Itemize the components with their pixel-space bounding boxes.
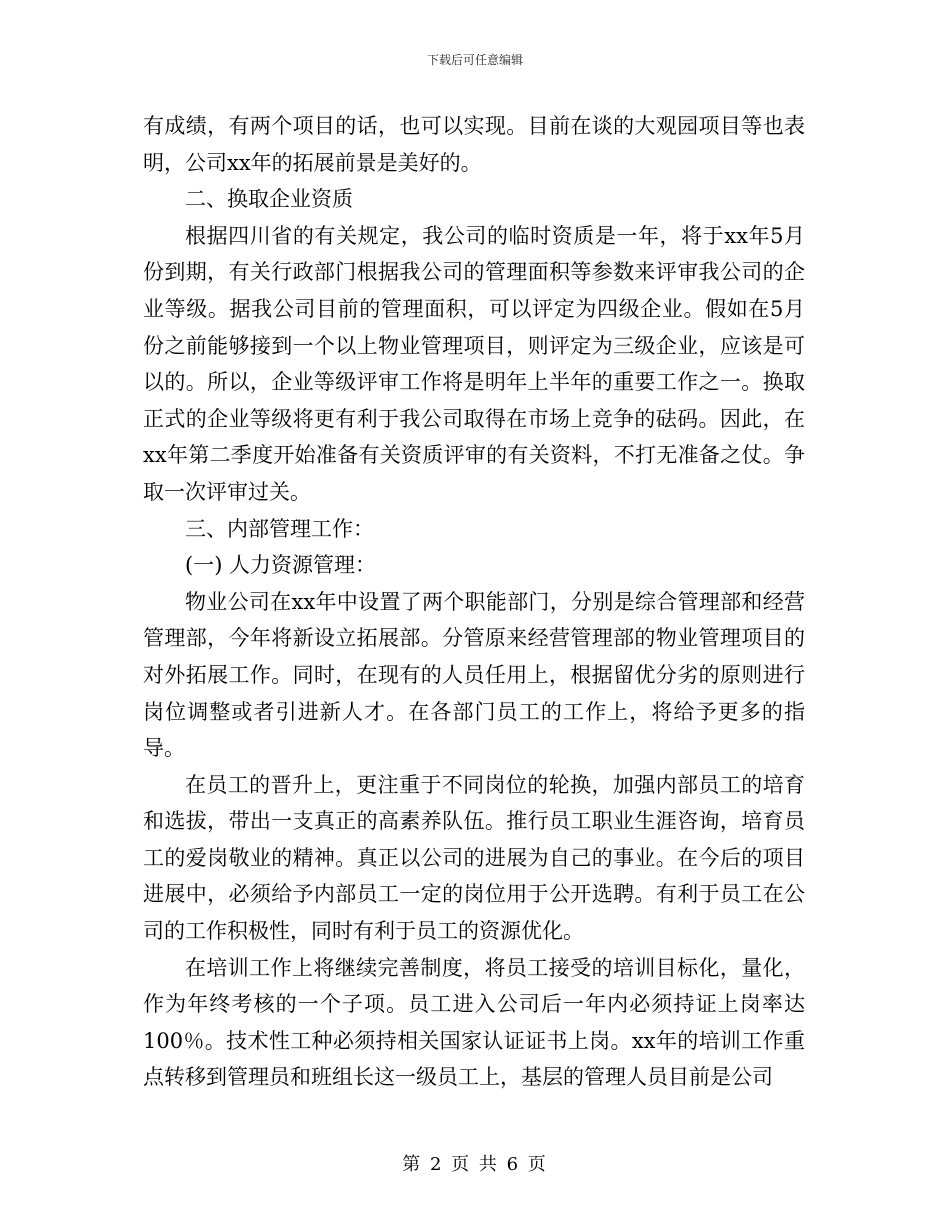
paragraph: 在培训工作上将继续完善制度，将员工接受的培训目标化，量化，作为年终考核的一个子项。员工进入公司后一年内必须持证上岗率达100％。技术性工种必须持相关国家认证证书上岗。xx年的培训工作重点转移到管理员和班组长这一级员工上，基层的管理人员目前是公司 bbox=[143, 955, 805, 1090]
section-heading: 二、换取企业资质 bbox=[185, 187, 353, 212]
section-heading: 三、内部管理工作： bbox=[185, 516, 374, 541]
paragraph: 物业公司在xx年中设置了两个职能部门，分别是综合管理部和经营管理部，今年将新设立拓展部。分管原来经营管理部的物业管理项目的对外拓展工作。同时，在现有的人员任用上，根据留优分劣的原则进行岗位调整或者引进新人才。在各部门员工的工作上，将给予更多的指导。 bbox=[143, 589, 805, 761]
document-body bbox=[143, 108, 805, 1096]
page-header: 下载后可任意编辑 bbox=[426, 53, 523, 67]
paragraph: 有成绩，有两个项目的话，也可以实现。目前在谈的大观园项目等也表明，公司xx年的拓展前景是美好的。 bbox=[143, 114, 805, 175]
page-footer: 第 2 页 共 6 页 bbox=[402, 1154, 548, 1175]
paragraph: 根据四川省的有关规定，我公司的临时资质是一年，将于xx年5月份到期，有关行政部门根据我公司的管理面积等参数来评审我公司的企业等级。据我公司目前的管理面积，可以评定为四级企业。假如在5月份之前能够接到一个以上物业管理项目，则评定为三级企业，应该是可以的。所以，企业等级评审工作将是明年上半年的重要工作之一。换取正式的企业等级将更有利于我公司取得在市场上竞争的砝码。因此，在xx年第二季度开始准备有关资质评审的有关资料，不打无准备之仗。争取一次评审过关。 bbox=[143, 223, 805, 504]
paragraph: 在员工的晋升上，更注重于不同岗位的轮换，加强内部员工的培育和选拔，带出一支真正的高素养队伍。推行员工职业生涯咨询，培育员工的爱岗敬业的精神。真正以公司的进展为自己的事业。在今后的项目进展中，必须给予内部员工一定的岗位用于公开选聘。有利于员工在公司的工作积极性，同时有利于员工的资源优化。 bbox=[143, 772, 805, 944]
subsection-heading: (一) 人力资源管理： bbox=[185, 553, 377, 578]
